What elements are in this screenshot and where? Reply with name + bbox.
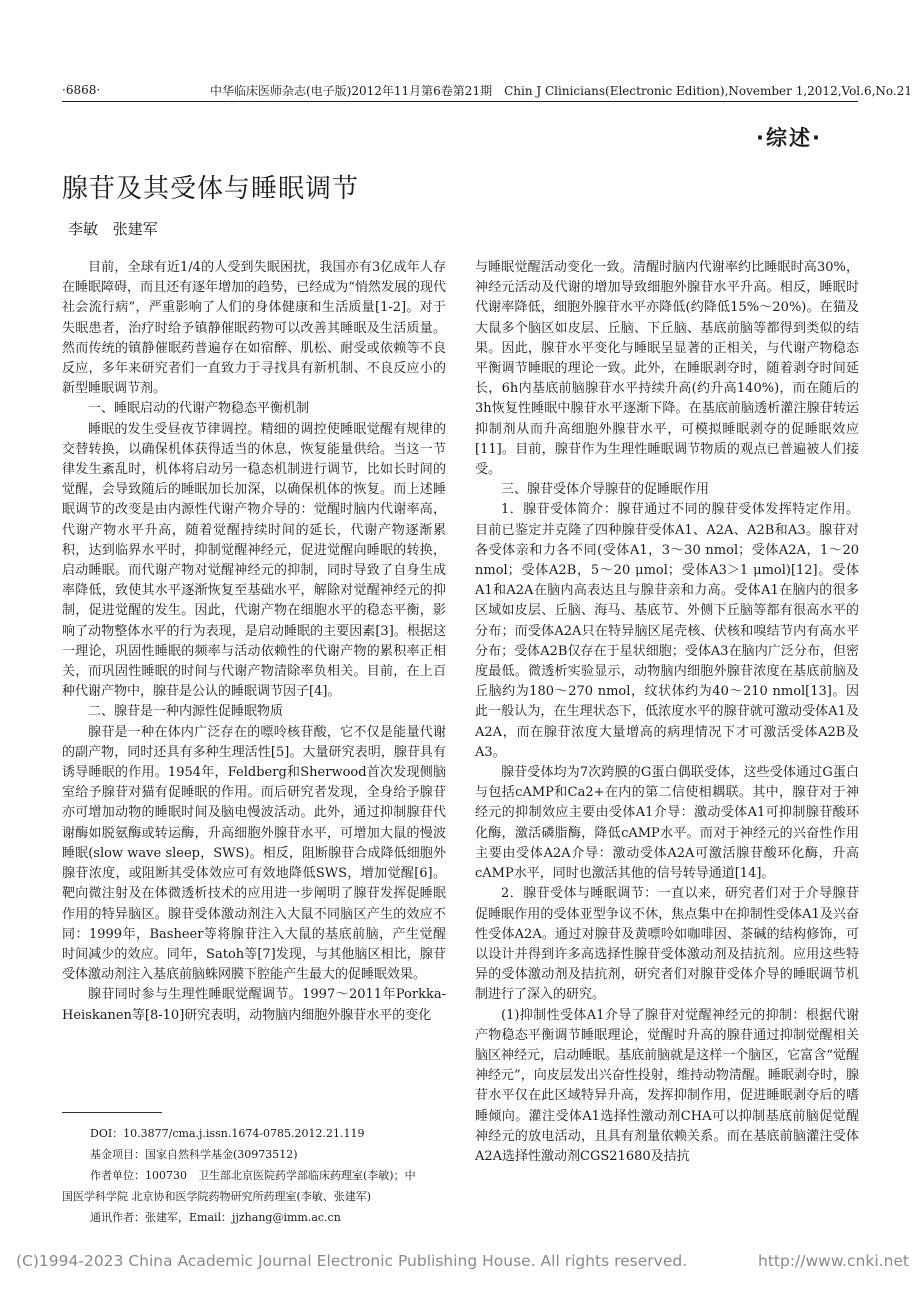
section-heading: 二、腺苷是一种内源性促睡眠物质 (88, 704, 284, 720)
header-rule (62, 101, 858, 102)
footnote-affiliation-cont: 国医学科学院 北京协和医学院药物研究所药理室(李敏、张建军) (62, 1190, 372, 1203)
cnki-link[interactable]: http://www.cnki.net (758, 1252, 910, 1270)
paragraph-continued: 与睡眠觉醒活动变化一致。清醒时脑内代谢率约比睡眠时高30%，神经元活动及代谢的增加导致细胞外腺苷水平升高。相反，睡眠时代谢率降低，细胞外腺苷水平亦降低(约降低15%～20%)。在猫及大鼠多个脑区如皮层、丘脑、下丘脑、基底前脑等都得到类似的结果。因此，腺苷水平变化与睡眠呈显著的正相关，与代谢产物稳态平衡调节睡眠的理论一致。此外，在睡眠剥夺时，随着剥夺时间延长，6h内基底前脑腺苷水平持续升高(约升高140%)，而在随后的3h恢复性睡眠中腺苷水平逐渐下降。在基底前脑透析灌注腺苷转运抑制剂从而升高细胞外腺苷水平，可模拟睡眠剥夺的促睡眠效应[11]。目前，腺苷作为生理性睡眠调节物质的观点已普遍被人们接受。 (475, 260, 859, 478)
right-column (475, 258, 859, 1167)
paragraph: (1)抑制性受体A1介导了腺苷对觉醒神经元的抑制：根据代谢产物稳态平衡调节睡眠理论，觉醒时升高的腺苷通过抑制觉醒相关脑区神经元，启动睡眠。基底前脑就是这样一个脑区，它富含“觉醒神经元”，向皮层发出兴奋性投射，维持动物清醒。睡眠剥夺时，腺苷水平仅在此区域特异升高，发挥抑制作用，促进睡眠剥夺后的嗜睡倾向。灌注受体A1选择性激动剂CHA可以抑制基底前脑促觉醒神经元的放电活动，且具有剂量依赖关系。而在基底前脑灌注受体A2A选择性激动剂CGS21680及拮抗 (475, 1007, 859, 1164)
footnote-affiliation: 作者单位：100730 卫生部北京医院药学部临床药理室(李敏)；中 (90, 1169, 416, 1182)
left-column (62, 258, 446, 1026)
paragraph: 目前，全球有近1/4的人受到失眠困扰，我国亦有3亿成年人存在睡眠障碍，而且还有逐年增加的趋势，已经成为“悄然发展的现代社会流行病”，严重影响了人们的身体健康和生活质量[1-2]。对于失眠患者，治疗时给予镇静催眠药物可以改善其睡眠及生活质量。然而传统的镇静催眠药普遍存在如宿醉、肌松、耐受或依赖等不良反应，多年来研究者们一直致力于寻找具有新机制、不良反应小的新型睡眠调节剂。 (62, 260, 446, 397)
section-heading: 三、腺苷受体介导腺苷的促睡眠作用 (501, 482, 710, 498)
article-authors: 李敏 张建军 (68, 220, 158, 238)
article-title: 腺苷及其受体与睡眠调节 (62, 174, 360, 204)
section-tag: ·综述· (756, 126, 822, 150)
journal-header: 中华临床医师杂志(电子版)2012年11月第6卷第21期 Chin J Clinicians(Electronic Edition),November 1,2012,Vol.6,No.21 (210, 84, 913, 98)
footnotes (62, 1123, 446, 1228)
paragraph: 腺苷是一种在体内广泛存在的嘌呤核苷酸，它不仅是能量代谢的副产物，同时还具有多种生理活性[5]。大量研究表明，腺苷具有诱导睡眠的作用。1954年，Feldberg和Sherwood首次发现侧脑室给予腺苷对猫有促睡眠的作用。而后研究者发现，全身给予腺苷亦可增加动物的睡眠时间及脑电慢波活动。此外，通过抑制腺苷代谢酶如脱氨酶或转运酶，升高细胞外腺苷水平，可增加大鼠的慢波睡眠(slow wave sleep，SWS)。相反，阻断腺苷合成降低细胞外腺苷浓度，或阻断其受体效应可有效地降低SWS，增加觉醒[6]。靶向微注射及在体微透析技术的应用进一步阐明了腺苷发挥促睡眠作用的特异脑区。腺苷受体激动剂注入大鼠不同脑区产生的效应不同：1999年，Basheer等将腺苷注入大鼠的基底前脑，产生觉醒时间减少的效应。同年，Satoh等[7]发现，与其他脑区相比，腺苷受体激动剂注入基底前脑蛛网膜下腔能产生最大的促睡眠效果。 (62, 724, 446, 983)
footnote-corresponding: 通讯作者：张建军，Email：jjzhang@imm.ac.cn (90, 1211, 341, 1224)
paragraph: 腺苷同时参与生理性睡眠觉醒调节。1997～2011年Porkka-Heiskanen等[8-10]研究表明，动物脑内细胞外腺苷水平的变化 (62, 987, 446, 1023)
paragraph: 2．腺苷受体与睡眠调节：一直以来，研究者们对于介导腺苷促睡眠作用的受体亚型争议不休，焦点集中在抑制性受体A1及兴奋性受体A2A。通过对腺苷及黄嘌呤如咖啡因、茶碱的结构修饰，可以设计并得到许多高选择性腺苷受体激动剂及拮抗剂。应用这些特异的受体激动剂及拮抗剂，研究者们对腺苷受体介导的睡眠调节机制进行了深入的研究。 (475, 886, 859, 1003)
footnote-doi: DOI：10.3877/cma.j.issn.1674-0785.2012.21.119 (90, 1127, 365, 1140)
paragraph: 睡眠的发生受昼夜节律调控。精细的调控使睡眠觉醒有规律的交替转换，以确保机体获得适当的休息，恢复能量供给。当这一节律发生紊乱时，机体将启动另一稳态机制进行调节，比如长时间的觉醒，会导致随后的睡眠加长加深，以确保机体的恢复。而上述睡眠调节的改变是由内源性代谢产物介导的：觉醒时脑内代谢率高，代谢产物水平升高，随着觉醒持续时间的延长，代谢产物逐渐累积，达到临界水平时，抑制觉醒神经元，促进觉醒向睡眠的转换，启动睡眠。而代谢产物对觉醒神经元的抑制，同时导致了自身生成率降低，致使其水平逐渐恢复至基础水平，解除对觉醒神经元的抑制，促进觉醒的发生。因此，代谢产物在细胞水平的稳态平衡，影响了动物整体水平的行为表现，是启动睡眠的主要因素[3]。根据这一理论，巩固性睡眠的频率与活动依赖性的代谢产物的累积率正相关，而巩固性睡眠的时间与代谢产物清除率负相关。目前，在上百种代谢产物中，腺苷是公认的睡眠调节因子[4]。 (62, 421, 446, 700)
copyright-notice: (C)1994-2023 China Academic Journal Electronic Publishing House. All rights reserved. (16, 1252, 688, 1270)
paragraph: 1．腺苷受体简介：腺苷通过不同的腺苷受体发挥特定作用。目前已鉴定并克隆了四种腺苷受体A1、A2A、A2B和A3。腺苷对各受体亲和力各不同(受体A1，3～30 nmol；受体A2A，1～20 nmol；受体A2B，5～20 μmol；受体A3＞1 μmol)[12]。受体A1和A2A在脑内高表达且与腺苷亲和力高。受体A1在脑内的很多区域如皮层、丘脑、海马、基底节、外侧下丘脑等都有很高水平的分布；而受体A2A只在特异脑区尾壳核、伏核和嗅结节内有高水平分布；受体A2B仅存在于星状细胞；受体A3在脑内广泛分布，但密度最低。微透析实验显示，动物脑内细胞外腺苷浓度在基底前脑及丘脑约为180～270 nmol，纹状体约为40～210 nmol[13]。因此一般认为，在生理状态下，低浓度水平的腺苷就可激动受体A1及A2A，而在腺苷浓度大量增高的病理情况下才可激活受体A2B及A3。 (475, 502, 859, 760)
footnote-rule (62, 1112, 162, 1113)
section-heading: 一、睡眠启动的代谢产物稳态平衡机制 (88, 401, 310, 417)
paragraph: 腺苷受体均为7次跨膜的G蛋白偶联受体，这些受体通过G蛋白与包括cAMP和Ca2+在内的第二信使相耦联。其中，腺苷对于神经元的抑制效应主要由受体A1介导：激动受体A1可抑制腺苷酸环化酶，激活磷脂酶，降低cAMP水平。而对于神经元的兴奋性作用主要由受体A2A介导：激动受体A2A可激活腺苷酸环化酶，升高cAMP水平，同时也激活其他的信号转导通道[14]。 (475, 765, 859, 882)
footnote-funding: 基金项目：国家自然科学基金(30973512) (90, 1148, 298, 1161)
page-number: ·6868· (62, 83, 101, 97)
